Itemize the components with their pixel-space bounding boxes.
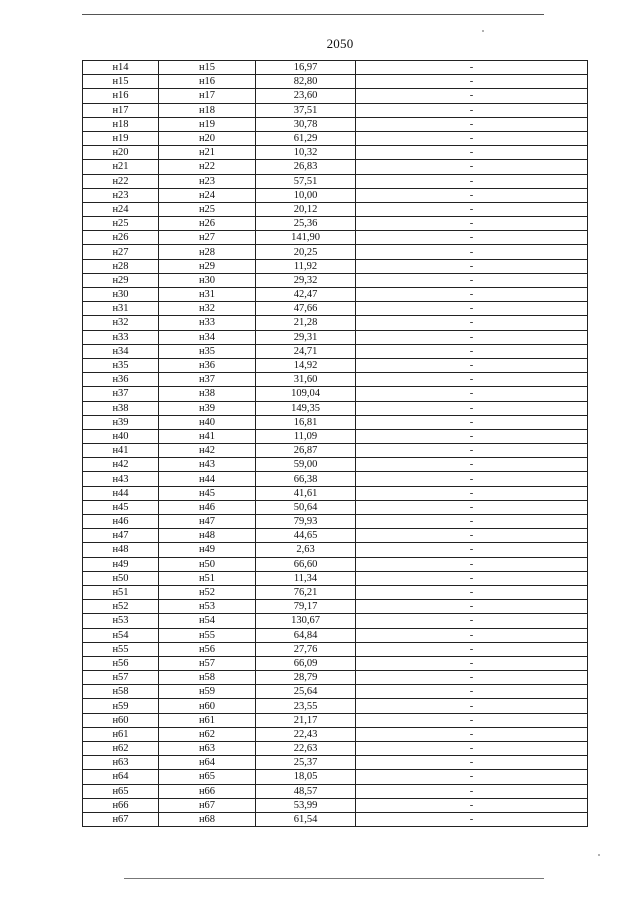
scan-speck <box>482 30 484 32</box>
to-point-cell: н51 <box>159 571 256 585</box>
note-cell: - <box>356 245 588 259</box>
note-cell: - <box>356 202 588 216</box>
note-cell: - <box>356 415 588 429</box>
to-point-cell: н32 <box>159 302 256 316</box>
to-point-cell: н33 <box>159 316 256 330</box>
table-row <box>83 812 588 826</box>
distance-cell: 26,87 <box>256 444 356 458</box>
note-cell: - <box>356 103 588 117</box>
distance-cell: 31,60 <box>256 373 356 387</box>
note-cell: - <box>356 429 588 443</box>
distance-cell: 23,55 <box>256 699 356 713</box>
to-point-cell: н49 <box>159 543 256 557</box>
to-point-cell: н39 <box>159 401 256 415</box>
table-row <box>83 415 588 429</box>
note-cell: - <box>356 373 588 387</box>
distance-cell: 28,79 <box>256 671 356 685</box>
table-row <box>83 486 588 500</box>
from-point-cell: н22 <box>83 174 159 188</box>
note-cell: - <box>356 557 588 571</box>
from-point-cell: н15 <box>83 75 159 89</box>
table-row <box>83 557 588 571</box>
from-point-cell: н25 <box>83 217 159 231</box>
to-point-cell: н30 <box>159 273 256 287</box>
table-row <box>83 614 588 628</box>
distance-cell: 27,76 <box>256 642 356 656</box>
to-point-cell: н64 <box>159 756 256 770</box>
distance-cell: 42,47 <box>256 288 356 302</box>
distance-cell: 47,66 <box>256 302 356 316</box>
to-point-cell: н59 <box>159 685 256 699</box>
note-cell: - <box>356 358 588 372</box>
from-point-cell: н27 <box>83 245 159 259</box>
distance-cell: 20,12 <box>256 202 356 216</box>
distance-cell: 79,17 <box>256 600 356 614</box>
note-cell: - <box>356 444 588 458</box>
table-row <box>83 231 588 245</box>
note-cell: - <box>356 727 588 741</box>
distance-cell: 22,63 <box>256 742 356 756</box>
table-row <box>83 316 588 330</box>
page-number: 2050 <box>326 36 354 51</box>
from-point-cell: н62 <box>83 742 159 756</box>
note-cell: - <box>356 812 588 826</box>
to-point-cell: н37 <box>159 373 256 387</box>
from-point-cell: н51 <box>83 585 159 599</box>
note-cell: - <box>356 302 588 316</box>
table-row <box>83 245 588 259</box>
from-point-cell: н36 <box>83 373 159 387</box>
from-point-cell: н31 <box>83 302 159 316</box>
from-point-cell: н53 <box>83 614 159 628</box>
note-cell: - <box>356 671 588 685</box>
table-row <box>83 61 588 75</box>
from-point-cell: н28 <box>83 259 159 273</box>
to-point-cell: н60 <box>159 699 256 713</box>
table-row <box>83 642 588 656</box>
to-point-cell: н23 <box>159 174 256 188</box>
distance-cell: 2,63 <box>256 543 356 557</box>
from-point-cell: н24 <box>83 202 159 216</box>
table-row <box>83 444 588 458</box>
distance-cell: 22,43 <box>256 727 356 741</box>
note-cell: - <box>356 344 588 358</box>
to-point-cell: н63 <box>159 742 256 756</box>
from-point-cell: н29 <box>83 273 159 287</box>
to-point-cell: н62 <box>159 727 256 741</box>
to-point-cell: н52 <box>159 585 256 599</box>
from-point-cell: н34 <box>83 344 159 358</box>
table-row <box>83 75 588 89</box>
to-point-cell: н17 <box>159 89 256 103</box>
from-point-cell: н48 <box>83 543 159 557</box>
to-point-cell: н48 <box>159 529 256 543</box>
from-point-cell: н18 <box>83 117 159 131</box>
to-point-cell: н56 <box>159 642 256 656</box>
from-point-cell: н30 <box>83 288 159 302</box>
from-point-cell: н37 <box>83 387 159 401</box>
from-point-cell: н19 <box>83 131 159 145</box>
table-row <box>83 699 588 713</box>
distance-cell: 66,38 <box>256 472 356 486</box>
to-point-cell: н66 <box>159 784 256 798</box>
from-point-cell: н44 <box>83 486 159 500</box>
table-body <box>83 61 588 827</box>
from-point-cell: н60 <box>83 713 159 727</box>
to-point-cell: н45 <box>159 486 256 500</box>
note-cell: - <box>356 174 588 188</box>
table-row <box>83 770 588 784</box>
from-point-cell: н55 <box>83 642 159 656</box>
to-point-cell: н28 <box>159 245 256 259</box>
distance-cell: 41,61 <box>256 486 356 500</box>
from-point-cell: н39 <box>83 415 159 429</box>
distance-cell: 16,81 <box>256 415 356 429</box>
from-point-cell: н35 <box>83 358 159 372</box>
note-cell: - <box>356 529 588 543</box>
table-row <box>83 146 588 160</box>
distance-cell: 149,35 <box>256 401 356 415</box>
note-cell: - <box>356 273 588 287</box>
note-cell: - <box>356 770 588 784</box>
distance-cell: 50,64 <box>256 500 356 514</box>
from-point-cell: н38 <box>83 401 159 415</box>
distance-cell: 37,51 <box>256 103 356 117</box>
note-cell: - <box>356 472 588 486</box>
distance-cell: 25,64 <box>256 685 356 699</box>
table-row <box>83 273 588 287</box>
to-point-cell: н19 <box>159 117 256 131</box>
from-point-cell: н40 <box>83 429 159 443</box>
note-cell: - <box>356 500 588 514</box>
note-cell: - <box>356 259 588 273</box>
table-row <box>83 656 588 670</box>
from-point-cell: н17 <box>83 103 159 117</box>
to-point-cell: н54 <box>159 614 256 628</box>
table-row <box>83 628 588 642</box>
table-row <box>83 160 588 174</box>
distance-cell: 25,37 <box>256 756 356 770</box>
note-cell: - <box>356 585 588 599</box>
distance-cell: 130,67 <box>256 614 356 628</box>
to-point-cell: н46 <box>159 500 256 514</box>
from-point-cell: н58 <box>83 685 159 699</box>
note-cell: - <box>356 188 588 202</box>
table-row <box>83 685 588 699</box>
distance-cell: 64,84 <box>256 628 356 642</box>
table-row <box>83 727 588 741</box>
to-point-cell: н21 <box>159 146 256 160</box>
bottom-scan-edge-line <box>124 878 544 879</box>
table-row <box>83 259 588 273</box>
note-cell: - <box>356 628 588 642</box>
from-point-cell: н26 <box>83 231 159 245</box>
table-row <box>83 387 588 401</box>
distance-cell: 61,54 <box>256 812 356 826</box>
table-row <box>83 330 588 344</box>
table-row <box>83 131 588 145</box>
from-point-cell: н54 <box>83 628 159 642</box>
distance-cell: 14,92 <box>256 358 356 372</box>
to-point-cell: н25 <box>159 202 256 216</box>
from-point-cell: н14 <box>83 61 159 75</box>
top-scan-edge-line <box>82 14 544 15</box>
distance-cell: 25,36 <box>256 217 356 231</box>
to-point-cell: н41 <box>159 429 256 443</box>
table-row <box>83 202 588 216</box>
to-point-cell: н36 <box>159 358 256 372</box>
to-point-cell: н57 <box>159 656 256 670</box>
distance-cell: 61,29 <box>256 131 356 145</box>
from-point-cell: н32 <box>83 316 159 330</box>
note-cell: - <box>356 387 588 401</box>
distance-cell: 53,99 <box>256 798 356 812</box>
from-point-cell: н56 <box>83 656 159 670</box>
distance-cell: 29,32 <box>256 273 356 287</box>
to-point-cell: н44 <box>159 472 256 486</box>
to-point-cell: н50 <box>159 557 256 571</box>
table-row <box>83 600 588 614</box>
note-cell: - <box>356 160 588 174</box>
from-point-cell: н46 <box>83 515 159 529</box>
to-point-cell: н55 <box>159 628 256 642</box>
from-point-cell: н61 <box>83 727 159 741</box>
to-point-cell: н22 <box>159 160 256 174</box>
note-cell: - <box>356 131 588 145</box>
table-row <box>83 217 588 231</box>
table-row <box>83 89 588 103</box>
table-row <box>83 117 588 131</box>
table-row <box>83 543 588 557</box>
note-cell: - <box>356 699 588 713</box>
table-row <box>83 571 588 585</box>
distance-cell: 20,25 <box>256 245 356 259</box>
distance-cell: 57,51 <box>256 174 356 188</box>
distance-cell: 66,09 <box>256 656 356 670</box>
distance-cell: 30,78 <box>256 117 356 131</box>
to-point-cell: н67 <box>159 798 256 812</box>
table-row <box>83 288 588 302</box>
to-point-cell: н20 <box>159 131 256 145</box>
table-row <box>83 585 588 599</box>
table-row <box>83 103 588 117</box>
from-point-cell: н43 <box>83 472 159 486</box>
table-row <box>83 742 588 756</box>
scan-speck <box>598 854 600 856</box>
to-point-cell: н68 <box>159 812 256 826</box>
note-cell: - <box>356 713 588 727</box>
from-point-cell: н42 <box>83 458 159 472</box>
note-cell: - <box>356 571 588 585</box>
note-cell: - <box>356 614 588 628</box>
from-point-cell: н20 <box>83 146 159 160</box>
from-point-cell: н59 <box>83 699 159 713</box>
note-cell: - <box>356 642 588 656</box>
table-row <box>83 472 588 486</box>
from-point-cell: н16 <box>83 89 159 103</box>
table-row <box>83 344 588 358</box>
distance-cell: 48,57 <box>256 784 356 798</box>
note-cell: - <box>356 61 588 75</box>
table-row <box>83 713 588 727</box>
table-row <box>83 429 588 443</box>
note-cell: - <box>356 600 588 614</box>
distance-cell: 66,60 <box>256 557 356 571</box>
to-point-cell: н29 <box>159 259 256 273</box>
note-cell: - <box>356 458 588 472</box>
from-point-cell: н50 <box>83 571 159 585</box>
table-row <box>83 671 588 685</box>
from-point-cell: н21 <box>83 160 159 174</box>
to-point-cell: н58 <box>159 671 256 685</box>
to-point-cell: н31 <box>159 288 256 302</box>
note-cell: - <box>356 756 588 770</box>
note-cell: - <box>356 656 588 670</box>
to-point-cell: н38 <box>159 387 256 401</box>
from-point-cell: н66 <box>83 798 159 812</box>
table-row <box>83 358 588 372</box>
distance-cell: 18,05 <box>256 770 356 784</box>
from-point-cell: н33 <box>83 330 159 344</box>
from-point-cell: н57 <box>83 671 159 685</box>
distance-cell: 21,17 <box>256 713 356 727</box>
to-point-cell: н61 <box>159 713 256 727</box>
boundary-points-table <box>82 60 588 827</box>
from-point-cell: н52 <box>83 600 159 614</box>
to-point-cell: н35 <box>159 344 256 358</box>
distance-cell: 109,04 <box>256 387 356 401</box>
from-point-cell: н23 <box>83 188 159 202</box>
table-row <box>83 188 588 202</box>
distance-cell: 10,32 <box>256 146 356 160</box>
to-point-cell: н43 <box>159 458 256 472</box>
distance-cell: 24,71 <box>256 344 356 358</box>
note-cell: - <box>356 486 588 500</box>
note-cell: - <box>356 117 588 131</box>
distance-cell: 59,00 <box>256 458 356 472</box>
note-cell: - <box>356 543 588 557</box>
note-cell: - <box>356 146 588 160</box>
note-cell: - <box>356 515 588 529</box>
table-row <box>83 515 588 529</box>
to-point-cell: н40 <box>159 415 256 429</box>
note-cell: - <box>356 330 588 344</box>
from-point-cell: н65 <box>83 784 159 798</box>
to-point-cell: н26 <box>159 217 256 231</box>
to-point-cell: н42 <box>159 444 256 458</box>
table-row <box>83 756 588 770</box>
to-point-cell: н16 <box>159 75 256 89</box>
to-point-cell: н15 <box>159 61 256 75</box>
from-point-cell: н67 <box>83 812 159 826</box>
table-row <box>83 302 588 316</box>
distance-cell: 21,28 <box>256 316 356 330</box>
note-cell: - <box>356 784 588 798</box>
note-cell: - <box>356 685 588 699</box>
distance-cell: 11,34 <box>256 571 356 585</box>
distance-cell: 141,90 <box>256 231 356 245</box>
table-row <box>83 798 588 812</box>
from-point-cell: н64 <box>83 770 159 784</box>
note-cell: - <box>356 75 588 89</box>
table-row <box>83 500 588 514</box>
to-point-cell: н34 <box>159 330 256 344</box>
note-cell: - <box>356 742 588 756</box>
distance-cell: 11,09 <box>256 429 356 443</box>
to-point-cell: н47 <box>159 515 256 529</box>
from-point-cell: н63 <box>83 756 159 770</box>
note-cell: - <box>356 288 588 302</box>
to-point-cell: н27 <box>159 231 256 245</box>
note-cell: - <box>356 217 588 231</box>
distance-cell: 29,31 <box>256 330 356 344</box>
note-cell: - <box>356 89 588 103</box>
table-row <box>83 174 588 188</box>
distance-cell: 82,80 <box>256 75 356 89</box>
distance-cell: 26,83 <box>256 160 356 174</box>
from-point-cell: н45 <box>83 500 159 514</box>
note-cell: - <box>356 798 588 812</box>
distance-cell: 44,65 <box>256 529 356 543</box>
distance-cell: 16,97 <box>256 61 356 75</box>
table-row <box>83 401 588 415</box>
to-point-cell: н24 <box>159 188 256 202</box>
distance-cell: 79,93 <box>256 515 356 529</box>
to-point-cell: н53 <box>159 600 256 614</box>
distance-cell: 76,21 <box>256 585 356 599</box>
distance-cell: 10,00 <box>256 188 356 202</box>
table-row <box>83 458 588 472</box>
to-point-cell: н65 <box>159 770 256 784</box>
from-point-cell: н41 <box>83 444 159 458</box>
distance-cell: 23,60 <box>256 89 356 103</box>
distance-cell: 11,92 <box>256 259 356 273</box>
table-row <box>83 529 588 543</box>
from-point-cell: н49 <box>83 557 159 571</box>
table-row <box>83 373 588 387</box>
note-cell: - <box>356 316 588 330</box>
note-cell: - <box>356 231 588 245</box>
from-point-cell: н47 <box>83 529 159 543</box>
note-cell: - <box>356 401 588 415</box>
to-point-cell: н18 <box>159 103 256 117</box>
table-row <box>83 784 588 798</box>
